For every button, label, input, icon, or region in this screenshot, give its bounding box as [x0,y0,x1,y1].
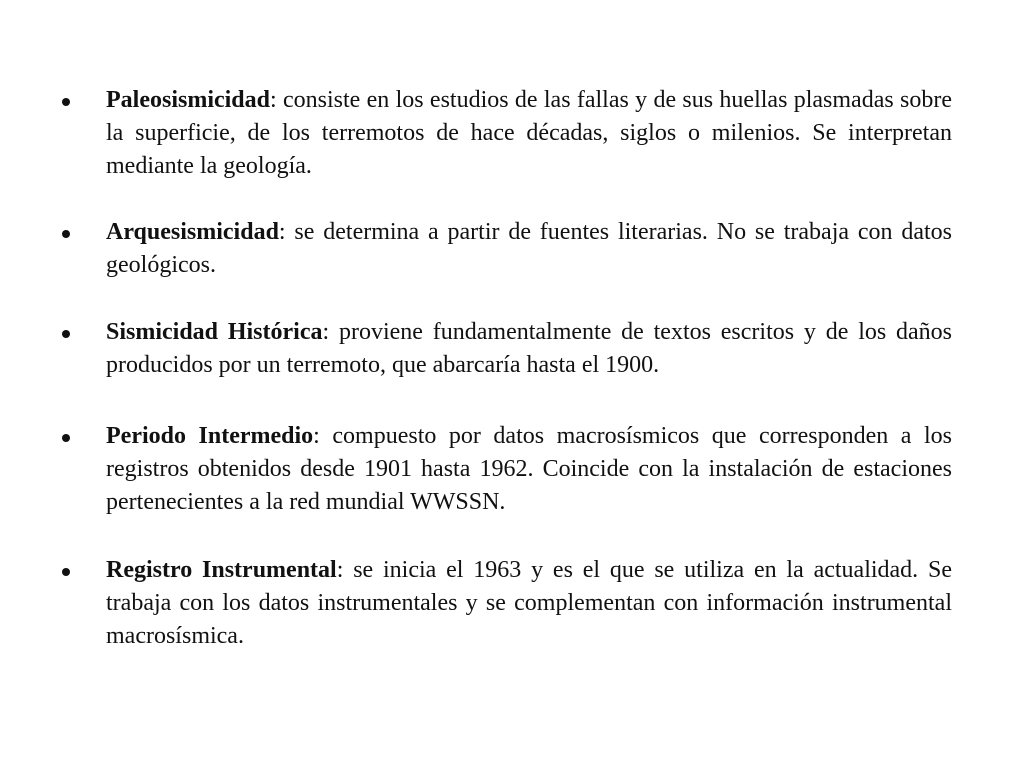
list-item-term: Arquesismicidad [106,219,279,245]
list-item-term: Registro Instrumental [106,557,337,583]
list-item-text [106,84,952,183]
list-item-text [106,316,952,382]
bullet-icon [62,568,70,576]
bullet-icon [62,98,70,106]
list-item-description: : se determina a partir de fuentes literarias. No se trabaja con datos geológicos. [106,219,952,278]
list-item-term: Paleosismicidad [106,87,271,113]
bullet-icon [62,230,70,238]
bullet-icon [62,434,70,442]
list-item-description: : compuesto por datos macrosísmicos que corresponden a los registros obtenidos desde 1901 hasta 1962. Coincide con la instalación de estaciones pertenecientes a la red mundial WWSSN. [106,423,952,515]
list-item-text [106,420,952,519]
bullet-icon [62,330,70,338]
list-item-term: Periodo Intermedio [106,423,314,449]
list-item-term: Sismicidad Histórica [106,319,323,345]
list-item-text [106,554,952,653]
list-item-description: : se inicia el 1963 y es el que se utiliza en la actualidad. Se trabaja con los datos instrumentales y se complementan con información instrumental macrosísmica. [106,557,953,649]
list-item-description: : consiste en los estudios de las fallas y de sus huellas plasmadas sobre la superficie, de los terremotos de hace décadas, siglos o milenios. Se interpretan mediante la geología. [106,87,952,179]
list-item-description: : proviene fundamentalmente de textos escritos y de los daños producidos por un terremoto, que abarcaría hasta el 1900. [106,319,953,378]
list-item-text [106,216,952,282]
